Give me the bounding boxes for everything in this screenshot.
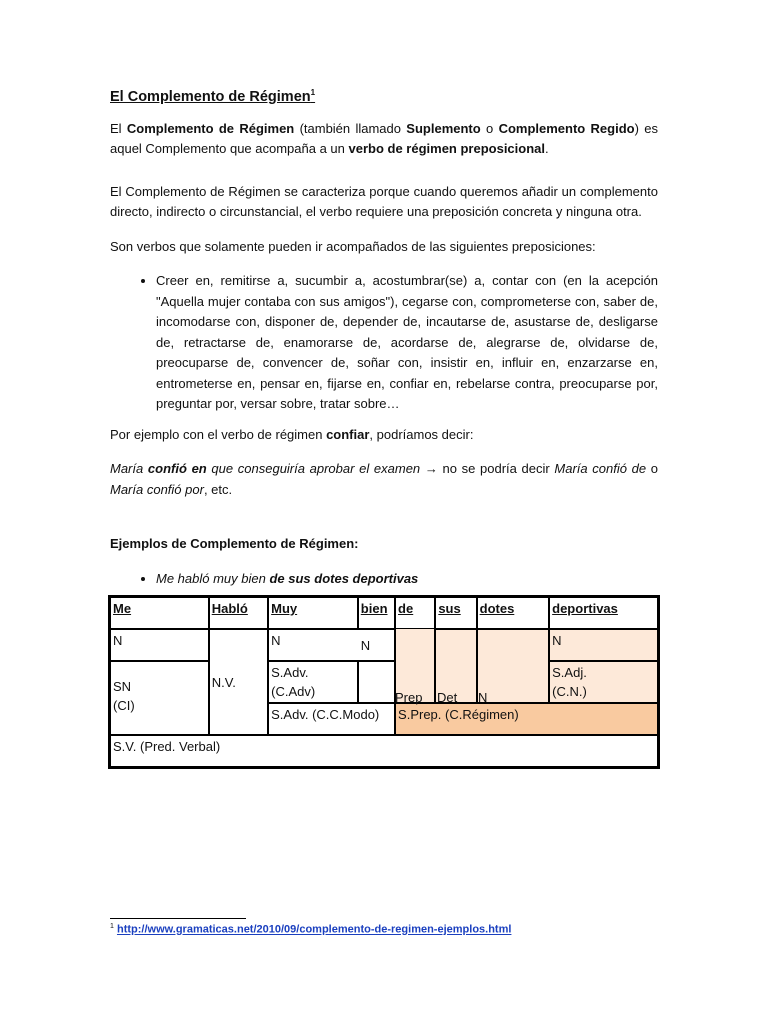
document-page bbox=[110, 88, 658, 769]
list-item: • Me habló muy bien de sus dotes deportivas bbox=[156, 569, 658, 590]
table-cell: S.Adv. (C.C.Modo) bbox=[268, 703, 395, 735]
list-item: • Creer en, remitirse a, sucumbir a, acostumbrar(se) a, contar con (en la acepción "Aquella mujer contaba con sus amigos"), cegarse con, comprometerse con, saber de, incomodarse con, disponer de, depender de, incautarse de, asustarse de, desligarse de, retractarse de, enamorarse de, acordarse de, alegrarse de, olvidarse de, preocuparse de, convencer de, soñar con, insistir en, influir en, enzarzarse en, entrometerse en, pensar en, fijarse en, confiar en, rebelarse contra, preocuparse por, preguntar por, versar sobre, tratar sobre… bbox=[156, 271, 658, 415]
table-cell bbox=[358, 638, 395, 703]
bien-n: N bbox=[360, 638, 371, 654]
examples-list bbox=[110, 569, 658, 590]
example-intro-paragraph: Por ejemplo con el verbo de régimen confiar, podríamos decir: bbox=[110, 426, 474, 442]
table-cell: N bbox=[110, 629, 209, 661]
prepositions-intro: Son verbos que solamente pueden ir acompañados de las siguientes preposiciones: bbox=[110, 238, 596, 254]
dotes-n-label: N bbox=[478, 690, 488, 705]
table-cell bbox=[477, 629, 550, 703]
table-cell: Habló bbox=[209, 597, 268, 629]
table-cell bbox=[110, 661, 209, 735]
table-cell: N bbox=[268, 629, 395, 661]
table-cell: bien bbox=[358, 597, 395, 629]
document-title: El Complemento de Régimen$^1$ bbox=[110, 88, 316, 105]
sn-block: SN (CI) bbox=[113, 679, 135, 714]
table-cell: dotes bbox=[477, 597, 550, 629]
table-cell bbox=[549, 661, 658, 703]
example-sentence-paragraph: María confió en que conseguiría aprobar el examen → no se podría decir María confió de o María confió por, etc. bbox=[110, 461, 659, 497]
table-cell: S.V. (Pred. Verbal) bbox=[110, 735, 658, 767]
table-cell: S.Prep. (C.Régimen) bbox=[395, 703, 658, 735]
footnote bbox=[110, 923, 511, 936]
syntax-analysis-table bbox=[108, 595, 660, 769]
footnote-separator bbox=[110, 918, 246, 919]
table-cell: S.Adv. (C.Adv) bbox=[268, 661, 358, 703]
table-cell: sus bbox=[435, 597, 476, 629]
footnote-link[interactable]: http://www.gramaticas.net/2010/09/complemento-de-regimen-ejemplos.html bbox=[116, 923, 512, 936]
prep-label: Prep bbox=[395, 690, 423, 705]
det-label: Det bbox=[437, 690, 458, 705]
table-cell: N.V. bbox=[209, 629, 268, 735]
table-row bbox=[110, 735, 658, 767]
table-cell: deportivas bbox=[549, 597, 658, 629]
examples-heading: Ejemplos de Complemento de Régimen: bbox=[110, 536, 359, 552]
definition-paragraph: El Complemento de Régimen se caracteriza porque cuando queremos añadir un complemento directo, indirecto o circunstancial, el verbo requiere una preposición concreta y ninguna otra. bbox=[110, 183, 658, 220]
table-cell: N bbox=[549, 629, 658, 661]
intro-paragraph: El Complemento de Régimen (también llamado Suplemento o Complemento Regido) es aquel Complemento que acompaña a un verbo de régimen preposicional. bbox=[110, 120, 658, 157]
table-cell: Me bbox=[110, 597, 209, 629]
footnote-reference[interactable]: 1 bbox=[310, 88, 316, 97]
table-row bbox=[110, 597, 658, 629]
footnote-mark: 1 bbox=[110, 923, 114, 930]
table-cell: Muy bbox=[268, 597, 358, 629]
sadj-line1: S.Adj. bbox=[552, 665, 587, 681]
sadj-line2: (C.N.) bbox=[552, 684, 587, 700]
verbs-list bbox=[110, 271, 658, 415]
table-row bbox=[110, 661, 658, 703]
table-cell: de bbox=[395, 597, 435, 629]
